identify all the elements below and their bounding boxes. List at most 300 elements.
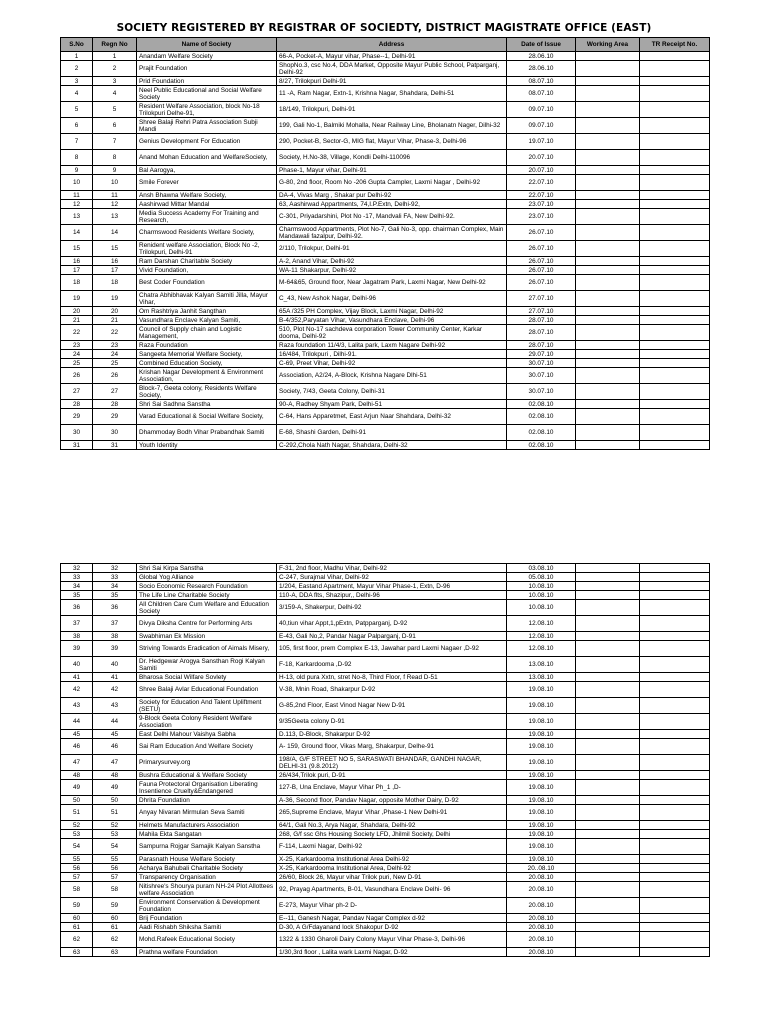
cell-working-area [576,796,640,805]
cell-working-area [576,275,640,291]
cell-society-name: Krishan Nagar Development & Environment Association, [137,368,277,384]
table-row [61,698,710,714]
cell-regn-no: 42 [93,682,137,698]
cell-address: 1/30,3rd floor , Lalita wark Laxmi Nagar, D-92 [277,948,507,957]
cell-sno: 25 [61,359,93,368]
table-row [61,739,710,755]
cell-date-of-issue: 19.08.10 [507,855,576,864]
cell-address: 18/149, Trilokpuri, Delhi-91 [277,102,507,118]
cell-address: 127-B, Una Enclave, Mayur Vihar Ph_1 ,D- [277,780,507,796]
cell-tr-receipt-no [640,61,710,77]
cell-tr-receipt-no [640,175,710,191]
cell-working-area [576,307,640,316]
cell-date-of-issue: 20.08.10 [507,923,576,932]
cell-sno: 20 [61,307,93,316]
cell-society-name: East Delhi Mahour Vaishya Sabha [137,730,277,739]
cell-working-area [576,591,640,600]
cell-working-area [576,409,640,425]
cell-tr-receipt-no [640,359,710,368]
cell-date-of-issue: 12.08.10 [507,641,576,657]
cell-tr-receipt-no [640,830,710,839]
cell-address: 8/27, Trilokpuri Delhi-91 [277,77,507,86]
cell-working-area [576,200,640,209]
cell-date-of-issue: 03.08.10 [507,564,576,573]
cell-date-of-issue: 20..08.10 [507,864,576,873]
cell-society-name: Charmswood Residents Welfare Society, [137,225,277,241]
cell-society-name: Dhammoday Bodh Vihar Prabandhak Samiti [137,425,277,441]
cell-address: 2/110, Trilokpur, Delhi-91 [277,241,507,257]
cell-regn-no: 5 [93,102,137,118]
cell-address: 65A /325 PH Complex, Vijay Block, Laxmi Nagar, Delhi-92 [277,307,507,316]
cell-regn-no: 7 [93,134,137,150]
table-row [61,341,710,350]
cell-sno: 47 [61,755,93,771]
cell-working-area [576,425,640,441]
cell-society-name: Anand Mohan Education and WelfareSociety, [137,150,277,166]
cell-address: ShopNo.3, csc No.4, DDA Market, Opposite Mayur Public School, Patparganj, Delhi-92 [277,61,507,77]
cell-tr-receipt-no [640,209,710,225]
cell-regn-no: 30 [93,425,137,441]
cell-regn-no: 21 [93,316,137,325]
cell-society-name: Dhrita Foundation [137,796,277,805]
cell-tr-receipt-no [640,200,710,209]
cell-regn-no: 13 [93,209,137,225]
cell-working-area [576,698,640,714]
cell-tr-receipt-no [640,441,710,450]
cell-regn-no: 57 [93,873,137,882]
cell-society-name: Smile Forever [137,175,277,191]
cell-date-of-issue: 10.08.10 [507,600,576,616]
cell-address: H-13, old pura Xxtn, stret No-8, Third Floor, f Read D-51 [277,673,507,682]
cell-society-name: Vivid Foundation, [137,266,277,275]
cell-address: B-4/352,Paryatan Vihar, Vasundhara Enclave, Delhi-96 [277,316,507,325]
cell-tr-receipt-no [640,948,710,957]
table-row [61,359,710,368]
cell-date-of-issue: 19.08.10 [507,682,576,698]
cell-working-area [576,855,640,864]
cell-address: C-64, Hans Apparetmet, East Arjun Naar Shahdara, Delhi-32 [277,409,507,425]
cell-society-name: Raza Foundation [137,341,277,350]
table-row [61,200,710,209]
cell-working-area [576,257,640,266]
cell-sno: 31 [61,441,93,450]
cell-date-of-issue: 27.07.10 [507,291,576,307]
cell-working-area [576,441,640,450]
cell-tr-receipt-no [640,641,710,657]
cell-society-name: Sampurna Rojgar Samajik Kalyan Sanstha [137,839,277,855]
cell-sno: 34 [61,582,93,591]
cell-tr-receipt-no [640,771,710,780]
cell-regn-no: 6 [93,118,137,134]
table-row [61,821,710,830]
table-row [61,830,710,839]
cell-address: E-273, Mayur Vihar ph-2 D- [277,898,507,914]
cell-tr-receipt-no [640,864,710,873]
cell-sno: 58 [61,882,93,898]
cell-regn-no: 56 [93,864,137,873]
cell-address: D-30, A G/Fdayanand lock Shakopur D-92 [277,923,507,932]
cell-sno: 52 [61,821,93,830]
cell-date-of-issue: 20.08.10 [507,948,576,957]
cell-society-name: Renident welfare Association, Block No -2, Trilokpuri, Delhi-91 [137,241,277,257]
cell-date-of-issue: 20.08.10 [507,873,576,882]
cell-date-of-issue: 26.07.10 [507,266,576,275]
table-row [61,914,710,923]
cell-regn-no: 3 [93,77,137,86]
table-row [61,600,710,616]
cell-tr-receipt-no [640,616,710,632]
cell-regn-no: 62 [93,932,137,948]
table-row [61,564,710,573]
cell-address: F-114, Laxmi Nagar, Delhi-92 [277,839,507,855]
cell-sno: 14 [61,225,93,241]
cell-tr-receipt-no [640,316,710,325]
cell-tr-receipt-no [640,657,710,673]
table-row [61,175,710,191]
cell-date-of-issue: 20.07.10 [507,150,576,166]
cell-working-area [576,582,640,591]
cell-address: Phase-1, Mayur vihar, Delhi-91 [277,166,507,175]
cell-date-of-issue: 19.08.10 [507,771,576,780]
cell-tr-receipt-no [640,600,710,616]
cell-society-name: Chatra Abhibhavak Kalyan Samiti Jilla, Mayur Vihar, [137,291,277,307]
cell-address: D.113, D-Block, Shakarpur D-92 [277,730,507,739]
cell-date-of-issue: 19.07.10 [507,134,576,150]
cell-regn-no: 55 [93,855,137,864]
cell-tr-receipt-no [640,873,710,882]
cell-date-of-issue: 20.08.10 [507,914,576,923]
cell-sno: 22 [61,325,93,341]
cell-tr-receipt-no [640,341,710,350]
cell-tr-receipt-no [640,796,710,805]
cell-regn-no: 52 [93,821,137,830]
cell-society-name: The Life Line Charitable Society [137,591,277,600]
cell-regn-no: 58 [93,882,137,898]
cell-sno: 17 [61,266,93,275]
cell-date-of-issue: 02.08.10 [507,425,576,441]
table-row [61,166,710,175]
cell-society-name: Vasundhara Enclave Kalyan Samiti, [137,316,277,325]
cell-tr-receipt-no [640,914,710,923]
table-row [61,191,710,200]
cell-date-of-issue: 13.08.10 [507,673,576,682]
cell-regn-no: 8 [93,150,137,166]
cell-date-of-issue: 10.08.10 [507,591,576,600]
cell-regn-no: 28 [93,400,137,409]
table-row [61,616,710,632]
cell-society-name: 9-Block Geeta Colony Resident Welfare Association [137,714,277,730]
cell-sno: 15 [61,241,93,257]
cell-tr-receipt-no [640,739,710,755]
cell-tr-receipt-no [640,632,710,641]
cell-date-of-issue: 28.06.10 [507,61,576,77]
cell-address: C-69, Preet Vihar, Delhi-92 [277,359,507,368]
cell-sno: 46 [61,739,93,755]
cell-sno: 44 [61,714,93,730]
cell-sno: 26 [61,368,93,384]
cell-address: 268, G/f ssc Ghs Housing Society LFD, Jhilmil Society, Delhi [277,830,507,839]
cell-regn-no: 54 [93,839,137,855]
cell-working-area [576,873,640,882]
cell-working-area [576,632,640,641]
cell-working-area [576,755,640,771]
cell-regn-no: 12 [93,200,137,209]
cell-sno: 60 [61,914,93,923]
cell-date-of-issue: 28.07.10 [507,316,576,325]
cell-regn-no: 36 [93,600,137,616]
cell-date-of-issue: 12.08.10 [507,632,576,641]
table-header-row [61,38,710,52]
table-row [61,77,710,86]
cell-address: C-292,Chola Nath Nagar, Shahdara, Delhi-32 [277,441,507,450]
cell-tr-receipt-no [640,425,710,441]
cell-regn-no: 14 [93,225,137,241]
cell-working-area [576,771,640,780]
cell-regn-no: 33 [93,573,137,582]
cell-society-name: Ram Darshan Charitable Society [137,257,277,266]
cell-address: 11 -A, Ram Nagar, Extn-1, Krishna Nagar, Shahdara, Delhi-51 [277,86,507,102]
cell-address: G-85,2nd Floor, East Vinod Nagar New D-91 [277,698,507,714]
cell-regn-no: 49 [93,780,137,796]
cell-working-area [576,175,640,191]
cell-date-of-issue: 19.08.10 [507,780,576,796]
cell-date-of-issue: 26.07.10 [507,257,576,266]
cell-society-name: Sangeeta Memorial Welfare Society, [137,350,277,359]
cell-society-name: Mohd.Rafeek Educational Society [137,932,277,948]
cell-regn-no: 20 [93,307,137,316]
cell-society-name: Media Success Academy For Training and Research, [137,209,277,225]
cell-tr-receipt-no [640,191,710,200]
cell-tr-receipt-no [640,52,710,61]
table-row [61,805,710,821]
page-title: SOCIETY REGISTERED BY REGISTRAR OF SOCIEDTY, DISTRICT MAGISTRATE OFFICE (EAST) [116,22,652,34]
cell-regn-no: 2 [93,61,137,77]
table-row [61,673,710,682]
cell-date-of-issue: 19.08.10 [507,805,576,821]
cell-working-area [576,191,640,200]
cell-regn-no: 40 [93,657,137,673]
cell-tr-receipt-no [640,118,710,134]
table-row [61,307,710,316]
cell-tr-receipt-no [640,400,710,409]
cell-working-area [576,898,640,914]
cell-regn-no: 23 [93,341,137,350]
cell-sno: 55 [61,855,93,864]
cell-date-of-issue: 02.08.10 [507,400,576,409]
cell-society-name: Om Rashtriya Janhit Sangthan [137,307,277,316]
cell-tr-receipt-no [640,698,710,714]
cell-address: Charmswood Appartments, Plot No-7, Gali No-3, opp. chairman Complex, Main Mandawali fazalpur, Delhi-92. [277,225,507,241]
table-row [61,86,710,102]
cell-working-area [576,864,640,873]
cell-society-name: Bharosa Social Wilfare Sovlety [137,673,277,682]
cell-tr-receipt-no [640,257,710,266]
cell-working-area [576,77,640,86]
cell-sno: 5 [61,102,93,118]
header-address: Address [277,38,507,52]
cell-working-area [576,923,640,932]
cell-sno: 12 [61,200,93,209]
cell-date-of-issue: 19.08.10 [507,739,576,755]
cell-tr-receipt-no [640,291,710,307]
cell-sno: 19 [61,291,93,307]
cell-address: Society, 7/43, Geeta Colony, Delhi-31 [277,384,507,400]
table-row [61,257,710,266]
table-row [61,441,710,450]
cell-working-area [576,52,640,61]
cell-society-name: Combined Education Society, [137,359,277,368]
cell-tr-receipt-no [640,275,710,291]
cell-working-area [576,209,640,225]
cell-society-name: Striving Towards Eradication of Aimals Misery, [137,641,277,657]
society-table-2 [60,563,710,957]
cell-regn-no: 50 [93,796,137,805]
cell-working-area [576,225,640,241]
table-row [61,225,710,241]
cell-address: E-43, Gali No,2, Pandar Nagar Palparganj, D-91 [277,632,507,641]
cell-date-of-issue: 12.08.10 [507,616,576,632]
cell-society-name: Sai Ram Education And Welfare Society [137,739,277,755]
cell-tr-receipt-no [640,582,710,591]
table-row [61,325,710,341]
cell-date-of-issue: 27.07.10 [507,307,576,316]
cell-working-area [576,805,640,821]
cell-tr-receipt-no [640,368,710,384]
cell-address: C_43, New Ashok Nagar, Delhi-96 [277,291,507,307]
cell-society-name: Transparency Organisation [137,873,277,882]
cell-address: C-247, Surajmal Vihar, Delhi-92 [277,573,507,582]
cell-tr-receipt-no [640,307,710,316]
table-row [61,291,710,307]
cell-sno: 28 [61,400,93,409]
cell-working-area [576,739,640,755]
cell-address: 26/60, Block 26, Mayur vihar Trilok puri, New D-91 [277,873,507,882]
cell-society-name: Swabhiman Ek Mission [137,632,277,641]
cell-sno: 41 [61,673,93,682]
cell-date-of-issue: 28.06.10 [507,52,576,61]
table-row [61,573,710,582]
cell-society-name: Primarysurvey.org [137,755,277,771]
table-row [61,882,710,898]
cell-tr-receipt-no [640,932,710,948]
cell-society-name: Divya Diksha Centre for Performing Arts [137,616,277,632]
cell-date-of-issue: 26.07.10 [507,275,576,291]
cell-sno: 54 [61,839,93,855]
cell-tr-receipt-no [640,166,710,175]
cell-date-of-issue: 30.07.10 [507,368,576,384]
cell-address: Society, H.No-38, Village, Kondli Delhi-110096 [277,150,507,166]
cell-date-of-issue: 28.07.10 [507,341,576,350]
cell-society-name: Council of Supply chain and Logistic Management, [137,325,277,341]
cell-sno: 1 [61,52,93,61]
cell-regn-no: 31 [93,441,137,450]
cell-tr-receipt-no [640,134,710,150]
cell-society-name: Dr. Hedgewar Arogya Sansthan Rogi Kalyan Samiti [137,657,277,673]
cell-sno: 37 [61,616,93,632]
cell-working-area [576,341,640,350]
table-row [61,316,710,325]
cell-tr-receipt-no [640,384,710,400]
cell-tr-receipt-no [640,839,710,855]
cell-sno: 30 [61,425,93,441]
cell-address: 290, Pocket-B, Sector-G, MIG flat, Mayur Vihar, Phase-3, Delhi-96 [277,134,507,150]
cell-address: M-64&65, Ground floor, Near Jagatram Park, Laxmi Nagar, New Delhi-92 [277,275,507,291]
cell-tr-receipt-no [640,923,710,932]
cell-working-area [576,914,640,923]
cell-regn-no: 48 [93,771,137,780]
cell-regn-no: 44 [93,714,137,730]
cell-date-of-issue: 19.08.10 [507,839,576,855]
cell-tr-receipt-no [640,673,710,682]
cell-society-name: Anyay Nivaran Mirmulan Seva Samiti [137,805,277,821]
cell-society-name: Socio Economic Research Foundation [137,582,277,591]
cell-address: E-68, Shashi Garden, Delhi-91 [277,425,507,441]
cell-address: F-18, Karkardooma ,D-92 [277,657,507,673]
cell-sno: 29 [61,409,93,425]
cell-address: 105, first floor, prem Complex E-13, Jawahar pard Laxmi Nagaer ,D-92 [277,641,507,657]
cell-regn-no: 19 [93,291,137,307]
cell-address: C-301, Priyadarshini, Plot No -17, Mandvali FA, New Delhi-92. [277,209,507,225]
table-row [61,898,710,914]
cell-address: 40,tiun vihar Appt,1,pExtn, Patpparganj, D-92 [277,616,507,632]
table-row [61,409,710,425]
cell-sno: 27 [61,384,93,400]
cell-sno: 56 [61,864,93,873]
cell-society-name: Bushra Educational & Welfare Society [137,771,277,780]
cell-sno: 21 [61,316,93,325]
cell-regn-no: 47 [93,755,137,771]
cell-sno: 7 [61,134,93,150]
cell-working-area [576,118,640,134]
cell-sno: 40 [61,657,93,673]
table-row [61,266,710,275]
cell-working-area [576,368,640,384]
table-row [61,632,710,641]
cell-regn-no: 61 [93,923,137,932]
cell-working-area [576,682,640,698]
cell-society-name: Resident Welfare Association, block No-18 Trilokpuri Delhe-91, [137,102,277,118]
cell-address: X-25, Karkardooma Institutional Area, Delhi-92 [277,864,507,873]
table-row [61,923,710,932]
table-row [61,714,710,730]
table-row [61,52,710,61]
cell-address: 9/35Geeta colony D-91 [277,714,507,730]
cell-tr-receipt-no [640,225,710,241]
cell-working-area [576,641,640,657]
cell-tr-receipt-no [640,730,710,739]
cell-address: 265,Supreme Enclave, Mayur Vihar ,Phase-1 New Delhi-91 [277,805,507,821]
cell-society-name: Nitishree's Shourya puram NH-24 Plot Allottees welfare Association [137,882,277,898]
cell-date-of-issue: 26.07.10 [507,241,576,257]
cell-address: 198/A, G/F STREET NO 5, SARASWATI BHANDAR, GANDHI NAGAR, DELHI-31 (9.8.2012) [277,755,507,771]
table-row [61,425,710,441]
cell-society-name: Helmets Manufacturers Association [137,821,277,830]
cell-address: 1322 & 1330 Gharoli Dairy Colony Mayur Vihar Phase-3, Delhi-96 [277,932,507,948]
cell-working-area [576,932,640,948]
table-row [61,61,710,77]
cell-date-of-issue: 19.08.10 [507,821,576,830]
cell-regn-no: 34 [93,582,137,591]
cell-society-name: Aadi Rishabh Shiksha Samiti [137,923,277,932]
cell-address: A-2, Anand Vihar, Delhi-92 [277,257,507,266]
cell-date-of-issue: 20.08.10 [507,882,576,898]
cell-working-area [576,948,640,957]
cell-tr-receipt-no [640,821,710,830]
cell-society-name: Global Yog Alliance [137,573,277,582]
cell-working-area [576,821,640,830]
cell-working-area [576,316,640,325]
cell-date-of-issue: 19.08.10 [507,730,576,739]
